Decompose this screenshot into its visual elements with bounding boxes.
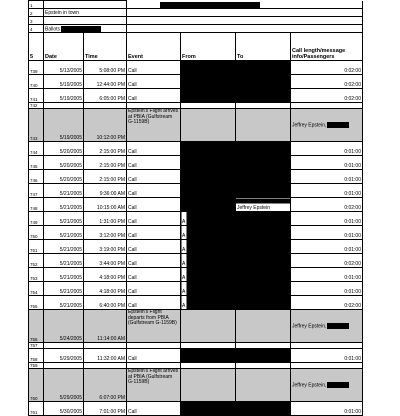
event-cell: Call: [127, 282, 181, 296]
date-cell: 5/29/2005: [44, 369, 84, 402]
length-cell: [291, 184, 363, 198]
length-text: 0:02:00: [344, 205, 361, 211]
event-cell: Call: [127, 226, 181, 240]
date-cell: 5/19/2005: [44, 89, 84, 103]
meta-label: Ballots: [45, 26, 62, 32]
row-number: 741: [29, 89, 44, 103]
meta-row: [29, 17, 363, 25]
row-number: 739: [29, 61, 44, 75]
time-cell: 4:18:00 PM: [84, 282, 127, 296]
table-row: [29, 170, 363, 184]
event-cell: Epstein's Flight arrives at PBIA (Gulfstream G-1159B): [127, 369, 181, 402]
event-cell: Call: [127, 184, 181, 198]
date-cell: 5/24/2005: [44, 310, 84, 343]
table-row: [29, 402, 363, 416]
table-row: [29, 142, 363, 156]
time-cell: 11:14:00 AM: [84, 310, 127, 343]
length-text: 0:01:00: [344, 289, 361, 295]
length-cell: [291, 349, 363, 363]
row-number: 749: [29, 212, 44, 226]
row-number: 753: [29, 268, 44, 282]
length-text: 0:01:00: [344, 219, 361, 225]
from-text: A: [182, 275, 186, 281]
call-log-table: [28, 0, 363, 416]
row-number: 755: [29, 296, 44, 310]
meta-row: [29, 1, 363, 9]
meta-row: [29, 9, 363, 17]
from-text: A: [182, 219, 186, 225]
date-cell: 5/21/2005: [44, 268, 84, 282]
length-text: Jeffrey Epstein,: [292, 323, 327, 330]
redaction-block: [327, 122, 349, 128]
to-cell: [236, 109, 291, 142]
to-cell: [236, 402, 291, 416]
length-cell: [291, 109, 363, 142]
length-text: 0:02:00: [344, 82, 361, 88]
row-number: 742: [29, 103, 44, 109]
row-number: 752: [29, 254, 44, 268]
date-cell: 5/30/2005: [44, 402, 84, 416]
length-text: 0:01:00: [344, 356, 361, 362]
date-cell: 5/21/2005: [44, 282, 84, 296]
date-cell: 5/21/2005: [44, 184, 84, 198]
length-text: 0:01:00: [344, 163, 361, 169]
table-row: [29, 61, 363, 75]
length-cell: [291, 170, 363, 184]
from-text: A: [182, 247, 186, 253]
length-cell: [291, 198, 363, 212]
length-text: 0:01:00: [344, 275, 361, 281]
table-row: [29, 349, 363, 363]
time-cell: 4:18:00 PM: [84, 268, 127, 282]
meta-label: Epstein in town: [45, 10, 79, 16]
time-cell: 6:05:00 PM: [84, 89, 127, 103]
redaction-block: [61, 26, 101, 32]
length-text: 0:01:00: [344, 409, 361, 415]
length-text: 0:02:00: [344, 96, 361, 102]
time-cell: 5:08:00 PM: [84, 61, 127, 75]
length-cell: [291, 268, 363, 282]
length-text: 0:01:00: [344, 149, 361, 155]
length-cell: [291, 369, 363, 402]
date-cell: 5/20/2005: [44, 142, 84, 156]
row-number: 744: [29, 142, 44, 156]
from-cell: [181, 402, 236, 416]
date-cell: 5/19/2005: [44, 109, 84, 142]
to-cell: [236, 61, 291, 75]
meta-text: [44, 1, 127, 9]
from-cell: [181, 184, 236, 198]
row-number: 759: [29, 363, 44, 369]
length-header: Call length/message info/Passengers: [291, 33, 363, 61]
header-row: [29, 33, 363, 61]
event-cell: Call: [127, 402, 181, 416]
row-number: 3: [29, 17, 44, 25]
from-cell: [181, 212, 236, 226]
length-cell: [291, 226, 363, 240]
time-cell: 3:12:00 PM: [84, 226, 127, 240]
time-cell: 3:44:00 PM: [84, 254, 127, 268]
time-cell: 3:19:00 PM: [84, 240, 127, 254]
length-cell: [291, 402, 363, 416]
time-cell: 10:15:00 AM: [84, 198, 127, 212]
from-text: A: [182, 233, 186, 239]
from-cell: [181, 296, 236, 310]
length-text: 0:01:00: [344, 177, 361, 183]
table-row: [29, 369, 363, 402]
table-row: [29, 268, 363, 282]
table-row: [29, 89, 363, 103]
meta-text: [44, 17, 127, 25]
date-cell: 5/13/2005: [44, 61, 84, 75]
to-cell: [236, 296, 291, 310]
to-cell: [236, 369, 291, 402]
length-text: Jeffrey Epstein,: [292, 122, 327, 129]
table-row: [29, 75, 363, 89]
length-text: 0:02:00: [344, 68, 361, 74]
from-cell: [181, 109, 236, 142]
date-cell: 5/21/2005: [44, 240, 84, 254]
date-cell: 5/19/2005: [44, 75, 84, 89]
table-row: [29, 310, 363, 343]
from-cell: [181, 268, 236, 282]
length-cell: [291, 61, 363, 75]
row-number: 751: [29, 240, 44, 254]
meta-blank: [127, 9, 363, 17]
to-cell: [236, 212, 291, 226]
from-cell: [181, 142, 236, 156]
to-cell: [236, 156, 291, 170]
to-cell: [236, 310, 291, 343]
from-cell: [181, 226, 236, 240]
time-cell: 6:07:00 PM: [84, 369, 127, 402]
header-section: [29, 33, 363, 61]
table-row: [29, 198, 363, 212]
from-text: A: [182, 289, 186, 295]
event-cell: Call: [127, 349, 181, 363]
length-cell: [291, 156, 363, 170]
time-cell: 6:40:00 PM: [84, 296, 127, 310]
time-cell: 2:15:00 PM: [84, 170, 127, 184]
event-cell: Call: [127, 198, 181, 212]
date-cell: 5/20/2005: [44, 156, 84, 170]
time-cell: 7:01:00 PM: [84, 402, 127, 416]
row-number: 750: [29, 226, 44, 240]
row-number: 760: [29, 369, 44, 402]
meta-text: [44, 25, 127, 33]
row-number: 5: [29, 33, 44, 61]
length-cell: [291, 89, 363, 103]
to-header: To: [236, 33, 291, 61]
meta-blank: [127, 1, 363, 9]
from-header: From: [181, 33, 236, 61]
to-cell: [236, 142, 291, 156]
time-cell: 10:12:00 PM: [84, 109, 127, 142]
to-cell: [236, 226, 291, 240]
table-row: [29, 156, 363, 170]
length-text: 0:01:00: [344, 191, 361, 197]
from-cell: [181, 170, 236, 184]
time-header: Time: [84, 33, 127, 61]
spreadsheet: [28, 0, 362, 415]
table-row: [29, 184, 363, 198]
row-number: 747: [29, 184, 44, 198]
table-row: [29, 226, 363, 240]
to-cell: [236, 170, 291, 184]
to-cell: [236, 349, 291, 363]
event-cell: Call: [127, 156, 181, 170]
event-cell: Call: [127, 89, 181, 103]
length-cell: [291, 240, 363, 254]
date-cell: 5/29/2005: [44, 349, 84, 363]
to-cell: [236, 198, 291, 212]
event-cell: Call: [127, 212, 181, 226]
from-cell: [181, 369, 236, 402]
event-header: Event: [127, 33, 181, 61]
row-number: 757: [29, 343, 44, 349]
event-cell: Epstein's Flight departs from PBIA (Gulfstream G-1159B): [127, 310, 181, 343]
event-cell: Call: [127, 75, 181, 89]
from-cell: [181, 310, 236, 343]
time-cell: 9:36:00 AM: [84, 184, 127, 198]
row-number: 2: [29, 9, 44, 17]
redaction-block: [327, 382, 349, 388]
event-cell: Call: [127, 268, 181, 282]
row-number: 754: [29, 282, 44, 296]
date-cell: 5/21/2005: [44, 212, 84, 226]
to-cell: [236, 75, 291, 89]
meta-text: [44, 9, 127, 17]
data-section: [29, 61, 363, 416]
table-row: [29, 254, 363, 268]
row-number: 756: [29, 310, 44, 343]
event-cell: Call: [127, 61, 181, 75]
from-cell: [181, 61, 236, 75]
length-cell: [291, 282, 363, 296]
date-header: Date: [44, 33, 84, 61]
length-cell: [291, 142, 363, 156]
redaction-block: [160, 2, 260, 8]
from-cell: [181, 75, 236, 89]
row-number: 740: [29, 75, 44, 89]
from-cell: [181, 156, 236, 170]
meta-blank: [127, 25, 363, 33]
length-cell: [291, 296, 363, 310]
event-cell: Call: [127, 254, 181, 268]
length-text: Jeffrey Epstein,: [292, 382, 327, 389]
length-text: 0:02:00: [344, 261, 361, 267]
event-cell: Call: [127, 240, 181, 254]
event-cell: Epstein's Flight arrives at PBIA (Gulfstream G-1159B): [127, 109, 181, 142]
date-cell: 5/21/2005: [44, 226, 84, 240]
row-number: 4: [29, 25, 44, 33]
from-text: A: [182, 303, 186, 309]
table-row: [29, 296, 363, 310]
length-text: 0:02:00: [344, 303, 361, 309]
row-number: 743: [29, 109, 44, 142]
table-row: [29, 109, 363, 142]
length-cell: [291, 75, 363, 89]
row-number: 758: [29, 349, 44, 363]
from-cell: [181, 349, 236, 363]
from-cell: [181, 89, 236, 103]
length-cell: [291, 254, 363, 268]
meta-row: [29, 25, 363, 33]
row-number: 746: [29, 170, 44, 184]
length-cell: [291, 212, 363, 226]
table-row: [29, 240, 363, 254]
length-text: 0:01:00: [344, 233, 361, 239]
meta-blank: [127, 17, 363, 25]
from-text: A: [182, 261, 186, 267]
event-cell: Call: [127, 142, 181, 156]
to-cell: [236, 89, 291, 103]
date-cell: 5/21/2005: [44, 198, 84, 212]
table-row: [29, 282, 363, 296]
to-cell: [236, 268, 291, 282]
time-cell: 11:32:00 AM: [84, 349, 127, 363]
from-cell: [181, 198, 236, 212]
to-text: Jeffrey Epstein: [237, 205, 270, 211]
table-row: [29, 212, 363, 226]
to-cell: [236, 254, 291, 268]
length-text: 0:01:00: [344, 247, 361, 253]
time-cell: 2:15:00 PM: [84, 156, 127, 170]
time-cell: 2:15:00 PM: [84, 142, 127, 156]
time-cell: 12:44:00 PM: [84, 75, 127, 89]
row-number: 761: [29, 402, 44, 416]
from-cell: [181, 254, 236, 268]
event-cell: Call: [127, 296, 181, 310]
date-cell: 5/20/2005: [44, 170, 84, 184]
to-cell: [236, 282, 291, 296]
date-cell: 5/21/2005: [44, 296, 84, 310]
time-cell: 1:31:00 PM: [84, 212, 127, 226]
redaction-block: [327, 323, 349, 329]
row-number: 1: [29, 1, 44, 9]
event-cell: Call: [127, 170, 181, 184]
to-cell: [236, 240, 291, 254]
row-number: 748: [29, 198, 44, 212]
from-cell: [181, 240, 236, 254]
date-cell: 5/21/2005: [44, 254, 84, 268]
meta-section: [29, 1, 363, 33]
length-cell: [291, 310, 363, 343]
from-cell: [181, 282, 236, 296]
to-cell: [236, 184, 291, 198]
row-number: 745: [29, 156, 44, 170]
